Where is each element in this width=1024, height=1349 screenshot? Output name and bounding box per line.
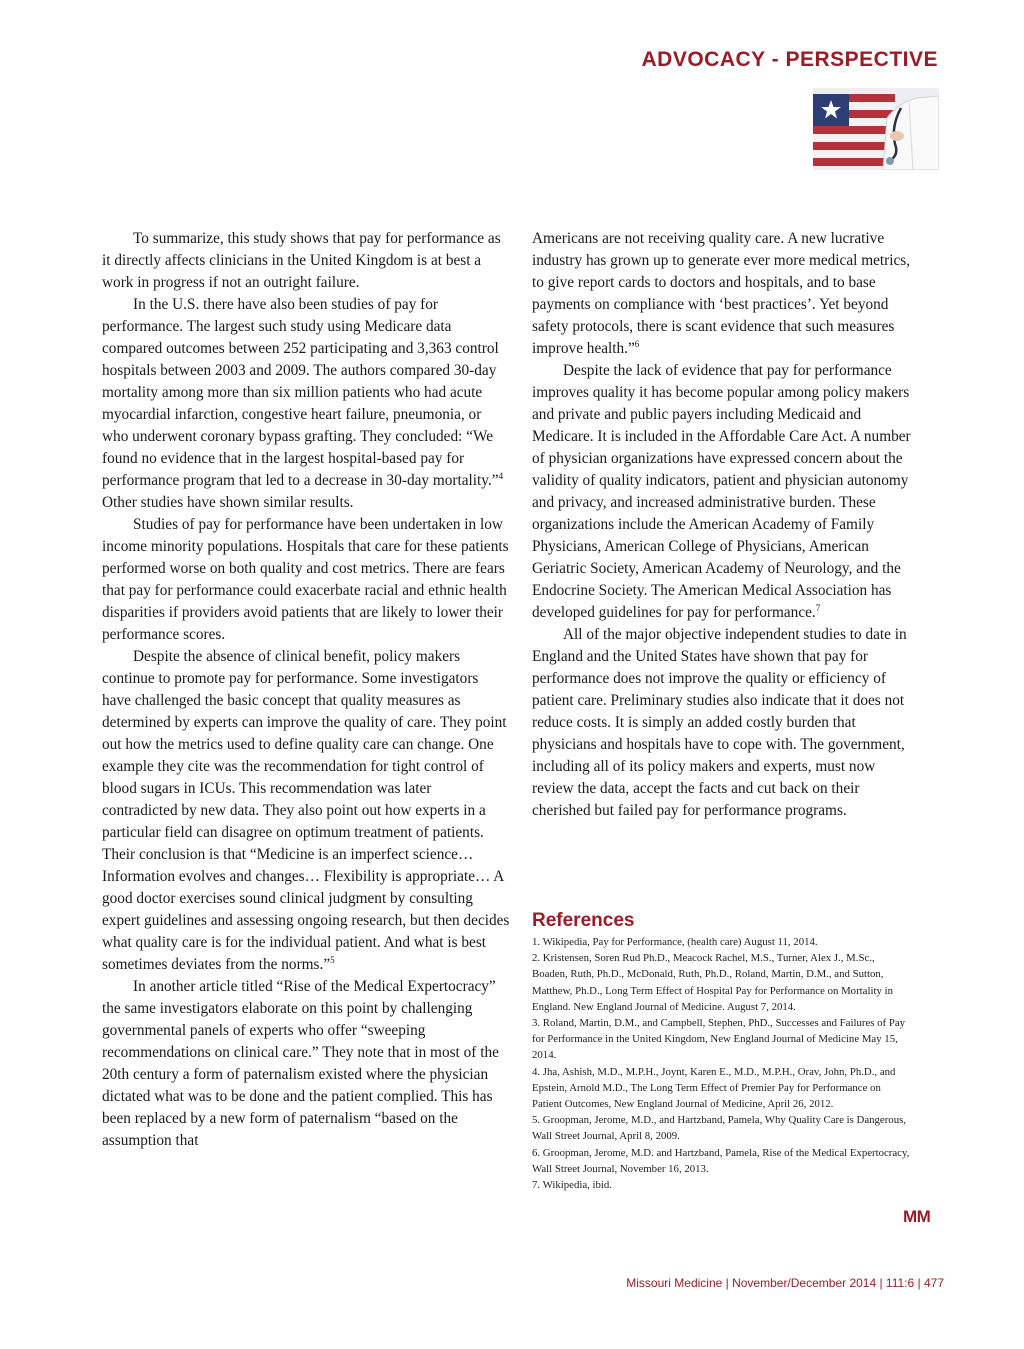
paragraph: To summarize, this study shows that pay for performance as it directly affects clinicians in the United Kingdom is at best a work in progress if not an outright failure.: [102, 230, 501, 291]
paragraph: Despite the lack of evidence that pay for performance improves quality it has become popular among policy makers and private and public payers including Medicaid and Medicare. It is included in the Affordable Care Act. A number of physician organizations have expressed concern about the validity of quality indicators, patient and physician autonomy and privacy, and increased administrative burden. These organizations include the American Academy of Family Physicians, American College of Physicians, American Geriatric Society, American Academy of Neurology, and the Endocrine Society. The American Medical Association has developed guidelines for pay for performance.$^7$: [532, 362, 911, 621]
paragraph: All of the major objective independent studies to date in England and the United States have shown that pay for performance does not improve the quality or efficiency of patient care. Preliminary studies also indicate that it does not reduce costs. It is simply an added costly burden that physicians and hospitals have to cope with. The government, including all of its policy makers and experts, must now review the data, accept the facts and cut back on their cherished but failed pay for performance programs.: [532, 626, 907, 819]
citation-5: 5: [330, 954, 335, 965]
reference-item: 3. Roland, Martin, D.M., and Campbell, Stephen, PhD., Successes and Failures of Pay for Performance in the United Kingdom, New England Journal of Medicine May 15, 2014.: [532, 1017, 906, 1062]
left-column: [102, 228, 510, 1152]
reference-item: 2. Kristensen, Soren Rud Ph.D., Meacock Rachel, M.S., Turner, Alex J., M.Sc., Boaden, Ruth, Ph.D., McDonald, Ruth, Ph.D., Roland, Martin, D.M., and Sutton, Matthew, Ph.D., Long Term Effect of Hospital Pay for Performance on Mortality in England. New England Journal of Medicine. August 7, 2014.: [532, 952, 893, 1013]
reference-item: 7. Wikipedia, ibid.: [532, 1179, 613, 1192]
flag-doctor-photo: [813, 88, 939, 170]
citation-6: 6: [634, 338, 640, 349]
paragraph: Despite the absence of clinical benefit, policy makers continue to promote pay for performance. Some investigators have challenged the basic concept that quality measures as determined by experts can improve the quality of care. They point out how the metrics used to define quality care can change. One example they cite was the recommendation for tight control of blood sugars in ICUs. This recommendation was later contradicted by new data. They also point out how experts in a particular field can disagree on optimum treatment of patients. Their conclusion is that “Medicine is an imperfect science… Information evolves and changes… Flexibility is appropriate… A good doctor exercises sound clinical judgment by consulting expert guidelines and assessing ongoing research, but then decides what quality care is for the individual patient. And what is best sometimes deviates from the norms.”$^5$: [102, 648, 510, 973]
references-list: [532, 934, 912, 1193]
reference-item: 5. Groopman, Jerome, M.D., and Hartzband, Pamela, Why Quality Care is Dangerous, Wall Street Journal, April 8, 2009.: [532, 1114, 907, 1143]
paragraph: Americans are not receiving quality care. A new lucrative industry has grown up to generate ever more medical metrics, to give report cards to doctors and hospitals, and to base payments on compliance with ‘best practices’. Yet beyond safety protocols, there is scant evidence that such measures improve health.”$^6$: [532, 230, 911, 357]
references-title: References: [532, 910, 635, 931]
reference-item: 4. Jha, Ashish, M.D., M.P.H., Joynt, Karen E., M.D., M.P.H., Orav, John, Ph.D., and Epstein, Arnold M.D., The Long Term Effect of Premier Pay for Performance on Patient Outcomes, New England Journal of Medicine, April 26, 2012.: [532, 1065, 896, 1111]
section-label: ADVOCACY - PERSPECTIVE: [641, 48, 938, 71]
right-column: [532, 228, 912, 822]
paragraph: Studies of pay for performance have been undertaken in low income minority populations. Hospitals that care for these patients performed worse on both quality and cost metrics. There are fears that pay for performance could exacerbate racial and ethnic health disparities if providers avoid patients that are likely to lower their performance scores.: [102, 516, 509, 643]
reference-item: 6. Groopman, Jerome, M.D. and Hartzband, Pamela, Rise of the Medical Expertocracy, Wall Street Journal, November 16, 2013.: [532, 1146, 910, 1175]
paragraph: In another article titled “Rise of the Medical Expertocracy” the same investigators elaborate on this point by challenging governmental panels of experts who offer “sweeping recommendations on clinical care.” They note that in most of the 20th century a form of paternalism existed where the physician dictated what was to be done and the patient complied. This has been replaced by a new form of paternalism “based on the assumption that: [102, 978, 499, 1149]
page-footer: Missouri Medicine | November/December 2014 | 111:6 | 477: [626, 1276, 944, 1290]
end-mark: MM: [903, 1207, 931, 1226]
citation-4: 4: [498, 470, 504, 481]
citation-7: 7: [815, 602, 821, 613]
paragraph: In the U.S. there have also been studies of pay for performance. The largest such study using Medicare data compared outcomes between 252 participating and 3,363 control hospitals between 2003 and 2009. The authors compared 30-day mortality among more than six million patients who had acute myocardial infarction, congestive heart failure, pneumonia, or who underwent coronary bypass grafting. They concluded: “We found no evidence that in the largest hospital-based pay for performance program that led to a decrease in 30-day mortality.”$^4$ Other studies have shown similar results.: [102, 296, 504, 511]
reference-item: 1. Wikipedia, Pay for Performance, (health care) August 11, 2014.: [532, 936, 818, 948]
